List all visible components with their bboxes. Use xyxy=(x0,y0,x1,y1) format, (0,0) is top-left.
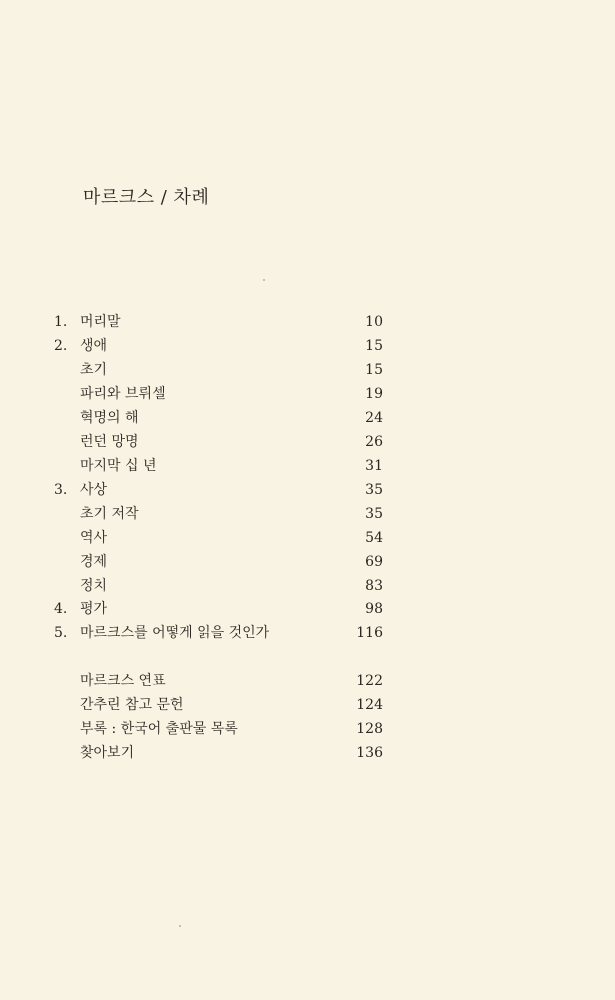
toc-appendix-entry xyxy=(0,719,615,739)
toc-entry-title: 마르크스 연표 xyxy=(80,673,166,689)
toc-appendix-entry xyxy=(0,671,615,691)
toc-entry-title: 사상 xyxy=(80,482,108,498)
toc-entry-page: 15 xyxy=(365,338,383,354)
toc-entry-number: 3. xyxy=(54,482,68,498)
toc-subentry xyxy=(0,408,615,428)
toc-entry-title: 간추린 참고 문헌 xyxy=(80,697,184,713)
toc-appendix-entry xyxy=(0,743,615,763)
toc-entry-title: 역사 xyxy=(80,530,108,546)
toc-entry-page: 124 xyxy=(356,697,383,713)
page-title: 마르크스 / 차례 xyxy=(83,187,210,208)
toc-entry-page: 54 xyxy=(365,530,383,546)
paper-speck xyxy=(179,925,181,927)
toc-entry-number: 4. xyxy=(54,601,68,617)
toc-entry-page: 31 xyxy=(365,458,383,474)
toc-entry-page: 69 xyxy=(365,554,383,570)
toc-entry xyxy=(0,599,615,619)
toc-appendix-entry xyxy=(0,695,615,715)
toc-entry-title: 경제 xyxy=(80,554,108,570)
toc-entry xyxy=(0,312,615,332)
toc-entry-page: 128 xyxy=(356,721,383,737)
toc-entry-page: 98 xyxy=(365,601,383,617)
toc-subentry xyxy=(0,384,615,404)
toc-entry-title: 초기 저작 xyxy=(80,506,139,522)
paper-speck xyxy=(263,279,265,281)
toc-entry-title: 머리말 xyxy=(80,314,121,330)
toc-entry-title: 찾아보기 xyxy=(80,745,135,761)
toc-entry-page: 15 xyxy=(365,362,383,378)
toc-subentry xyxy=(0,432,615,452)
toc-subentry xyxy=(0,576,615,596)
toc-entry-page: 83 xyxy=(365,578,383,594)
toc-entry-title: 평가 xyxy=(80,601,108,617)
toc-entry-title: 파리와 브뤼셀 xyxy=(80,386,166,402)
toc-entry-title: 초기 xyxy=(80,362,108,378)
toc-entry-page: 116 xyxy=(356,625,383,641)
toc-subentry xyxy=(0,528,615,548)
toc-entry-page: 136 xyxy=(356,745,383,761)
toc-subentry xyxy=(0,360,615,380)
toc-entry xyxy=(0,623,615,643)
toc-entry-title: 마르크스를 어떻게 읽을 것인가 xyxy=(80,625,270,641)
toc-entry-number: 1. xyxy=(54,314,68,330)
toc-entry xyxy=(0,480,615,500)
toc-entry xyxy=(0,336,615,356)
toc-subentry xyxy=(0,456,615,476)
toc-subentry xyxy=(0,504,615,524)
toc-entry-page: 122 xyxy=(356,673,383,689)
toc-entry-page: 35 xyxy=(365,506,383,522)
toc-entry-number: 5. xyxy=(54,625,68,641)
toc-entry-title: 생애 xyxy=(80,338,108,354)
toc-entry-page: 24 xyxy=(365,410,383,426)
toc-entry-number: 2. xyxy=(54,338,68,354)
toc-entry-title: 정치 xyxy=(80,578,108,594)
toc-entry-page: 10 xyxy=(365,314,383,330)
toc-entry-title: 부록 : 한국어 출판물 목록 xyxy=(80,721,238,737)
toc-entry-title: 혁명의 해 xyxy=(80,410,139,426)
toc-entry-page: 26 xyxy=(365,434,383,450)
toc-entry-title: 마지막 십 년 xyxy=(80,458,157,474)
toc-entry-page: 35 xyxy=(365,482,383,498)
toc-entry-page: 19 xyxy=(365,386,383,402)
toc-subentry xyxy=(0,552,615,572)
toc-entry-title: 런던 망명 xyxy=(80,434,139,450)
